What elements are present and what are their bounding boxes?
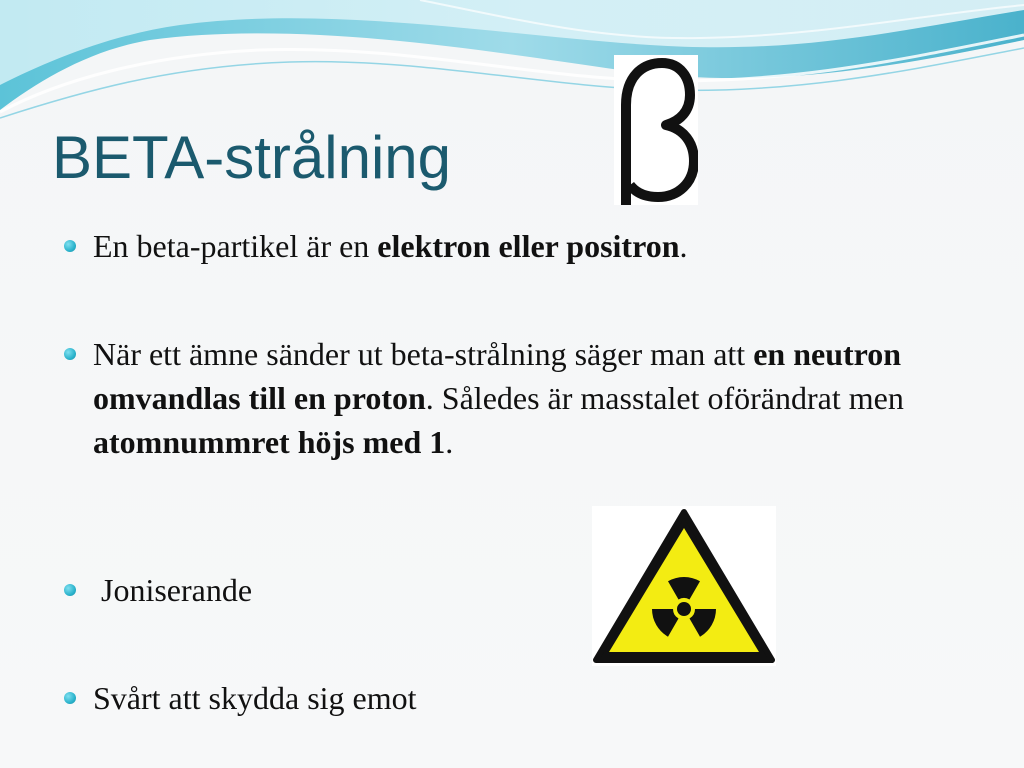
radiation-hazard-icon: [592, 506, 776, 666]
beta-symbol-icon: [614, 55, 698, 205]
bullet-dot-icon: [64, 692, 76, 704]
bullet-item-2: [64, 332, 973, 464]
bullet-item-4: [64, 676, 973, 720]
bullet-text: En beta-partikel är en elektron eller positron.: [93, 228, 688, 264]
bullet-dot-icon: [64, 584, 76, 596]
bullet-text: När ett ämne sänder ut beta-strålning säger man att en neutron omvandlas till en proton. Således är masstalet oförändrat men atomnummret höjs med 1.: [93, 336, 904, 460]
header-wave-decoration: [0, 0, 1024, 130]
bullet-dot-icon: [64, 240, 76, 252]
bullet-text: Joniserande: [93, 572, 253, 608]
bullet-item-1: [64, 224, 973, 268]
bullet-item-3: [64, 568, 973, 612]
bullet-dot-icon: [64, 348, 76, 360]
slide-title: BETA-strålning: [52, 124, 452, 191]
bullet-text: Svårt att skydda sig emot: [93, 680, 417, 716]
